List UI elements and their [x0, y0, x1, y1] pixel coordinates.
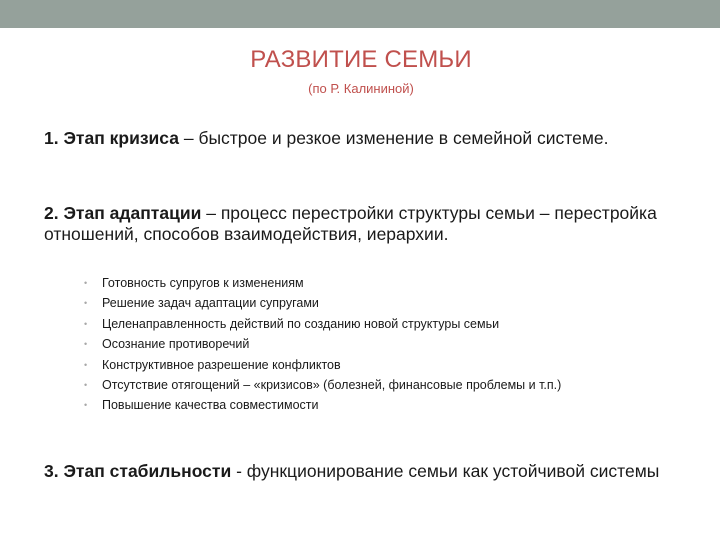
bullet-icon: •	[84, 400, 88, 411]
list-item	[84, 395, 684, 415]
stage-2-text: – процесс перестройки структуры семьи – перестройка отношений, способов взаимодействия, иерархии.	[44, 203, 657, 244]
list-item	[84, 334, 684, 354]
list-item	[84, 314, 684, 334]
stage-1-heading: 1. Этап кризиса	[44, 128, 179, 148]
list-item-text: Решение задач адаптации супругами	[102, 296, 319, 311]
list-item	[84, 273, 684, 293]
list-item-text: Отсутствие отягощений – «кризисов» (болезней, финансовые проблемы и т.п.)	[102, 378, 562, 393]
list-item-text: Целенаправленность действий по созданию новой структуры семьи	[102, 316, 500, 331]
bullet-icon: •	[84, 359, 88, 370]
adaptation-bullet-list	[84, 273, 684, 416]
bullet-icon: •	[84, 278, 88, 288]
top-decorative-bar	[0, 0, 720, 28]
list-item	[84, 293, 684, 313]
list-item-text: Осознание противоречий	[102, 337, 250, 352]
list-item-text: Повышение качества совместимости	[102, 398, 319, 413]
bullet-icon: •	[84, 298, 88, 309]
stage-1-paragraph	[44, 128, 684, 149]
stage-3-paragraph	[44, 461, 684, 482]
stage-3-text: - функционирование семьи как устойчивой системы	[231, 461, 660, 481]
stage-2-heading: 2. Этап адаптации	[44, 203, 202, 223]
list-item	[84, 375, 684, 395]
stage-2-paragraph	[44, 203, 684, 245]
stage-1-text: – быстрое и резкое изменение в семейной системе.	[178, 128, 609, 148]
bullet-icon: •	[84, 318, 88, 329]
list-item-text: Готовность супругов к изменениям	[102, 276, 304, 290]
slide-title: РАЗВИТИЕ СЕМЬИ	[250, 46, 472, 73]
list-item-text: Конструктивное разрешение конфликтов	[102, 357, 341, 372]
stage-3-heading: 3. Этап стабильности	[44, 461, 232, 481]
slide-subtitle: (по Р. Калининой)	[308, 81, 414, 96]
bullet-icon: •	[84, 339, 88, 350]
list-item	[84, 355, 684, 375]
bullet-icon: •	[84, 380, 88, 391]
